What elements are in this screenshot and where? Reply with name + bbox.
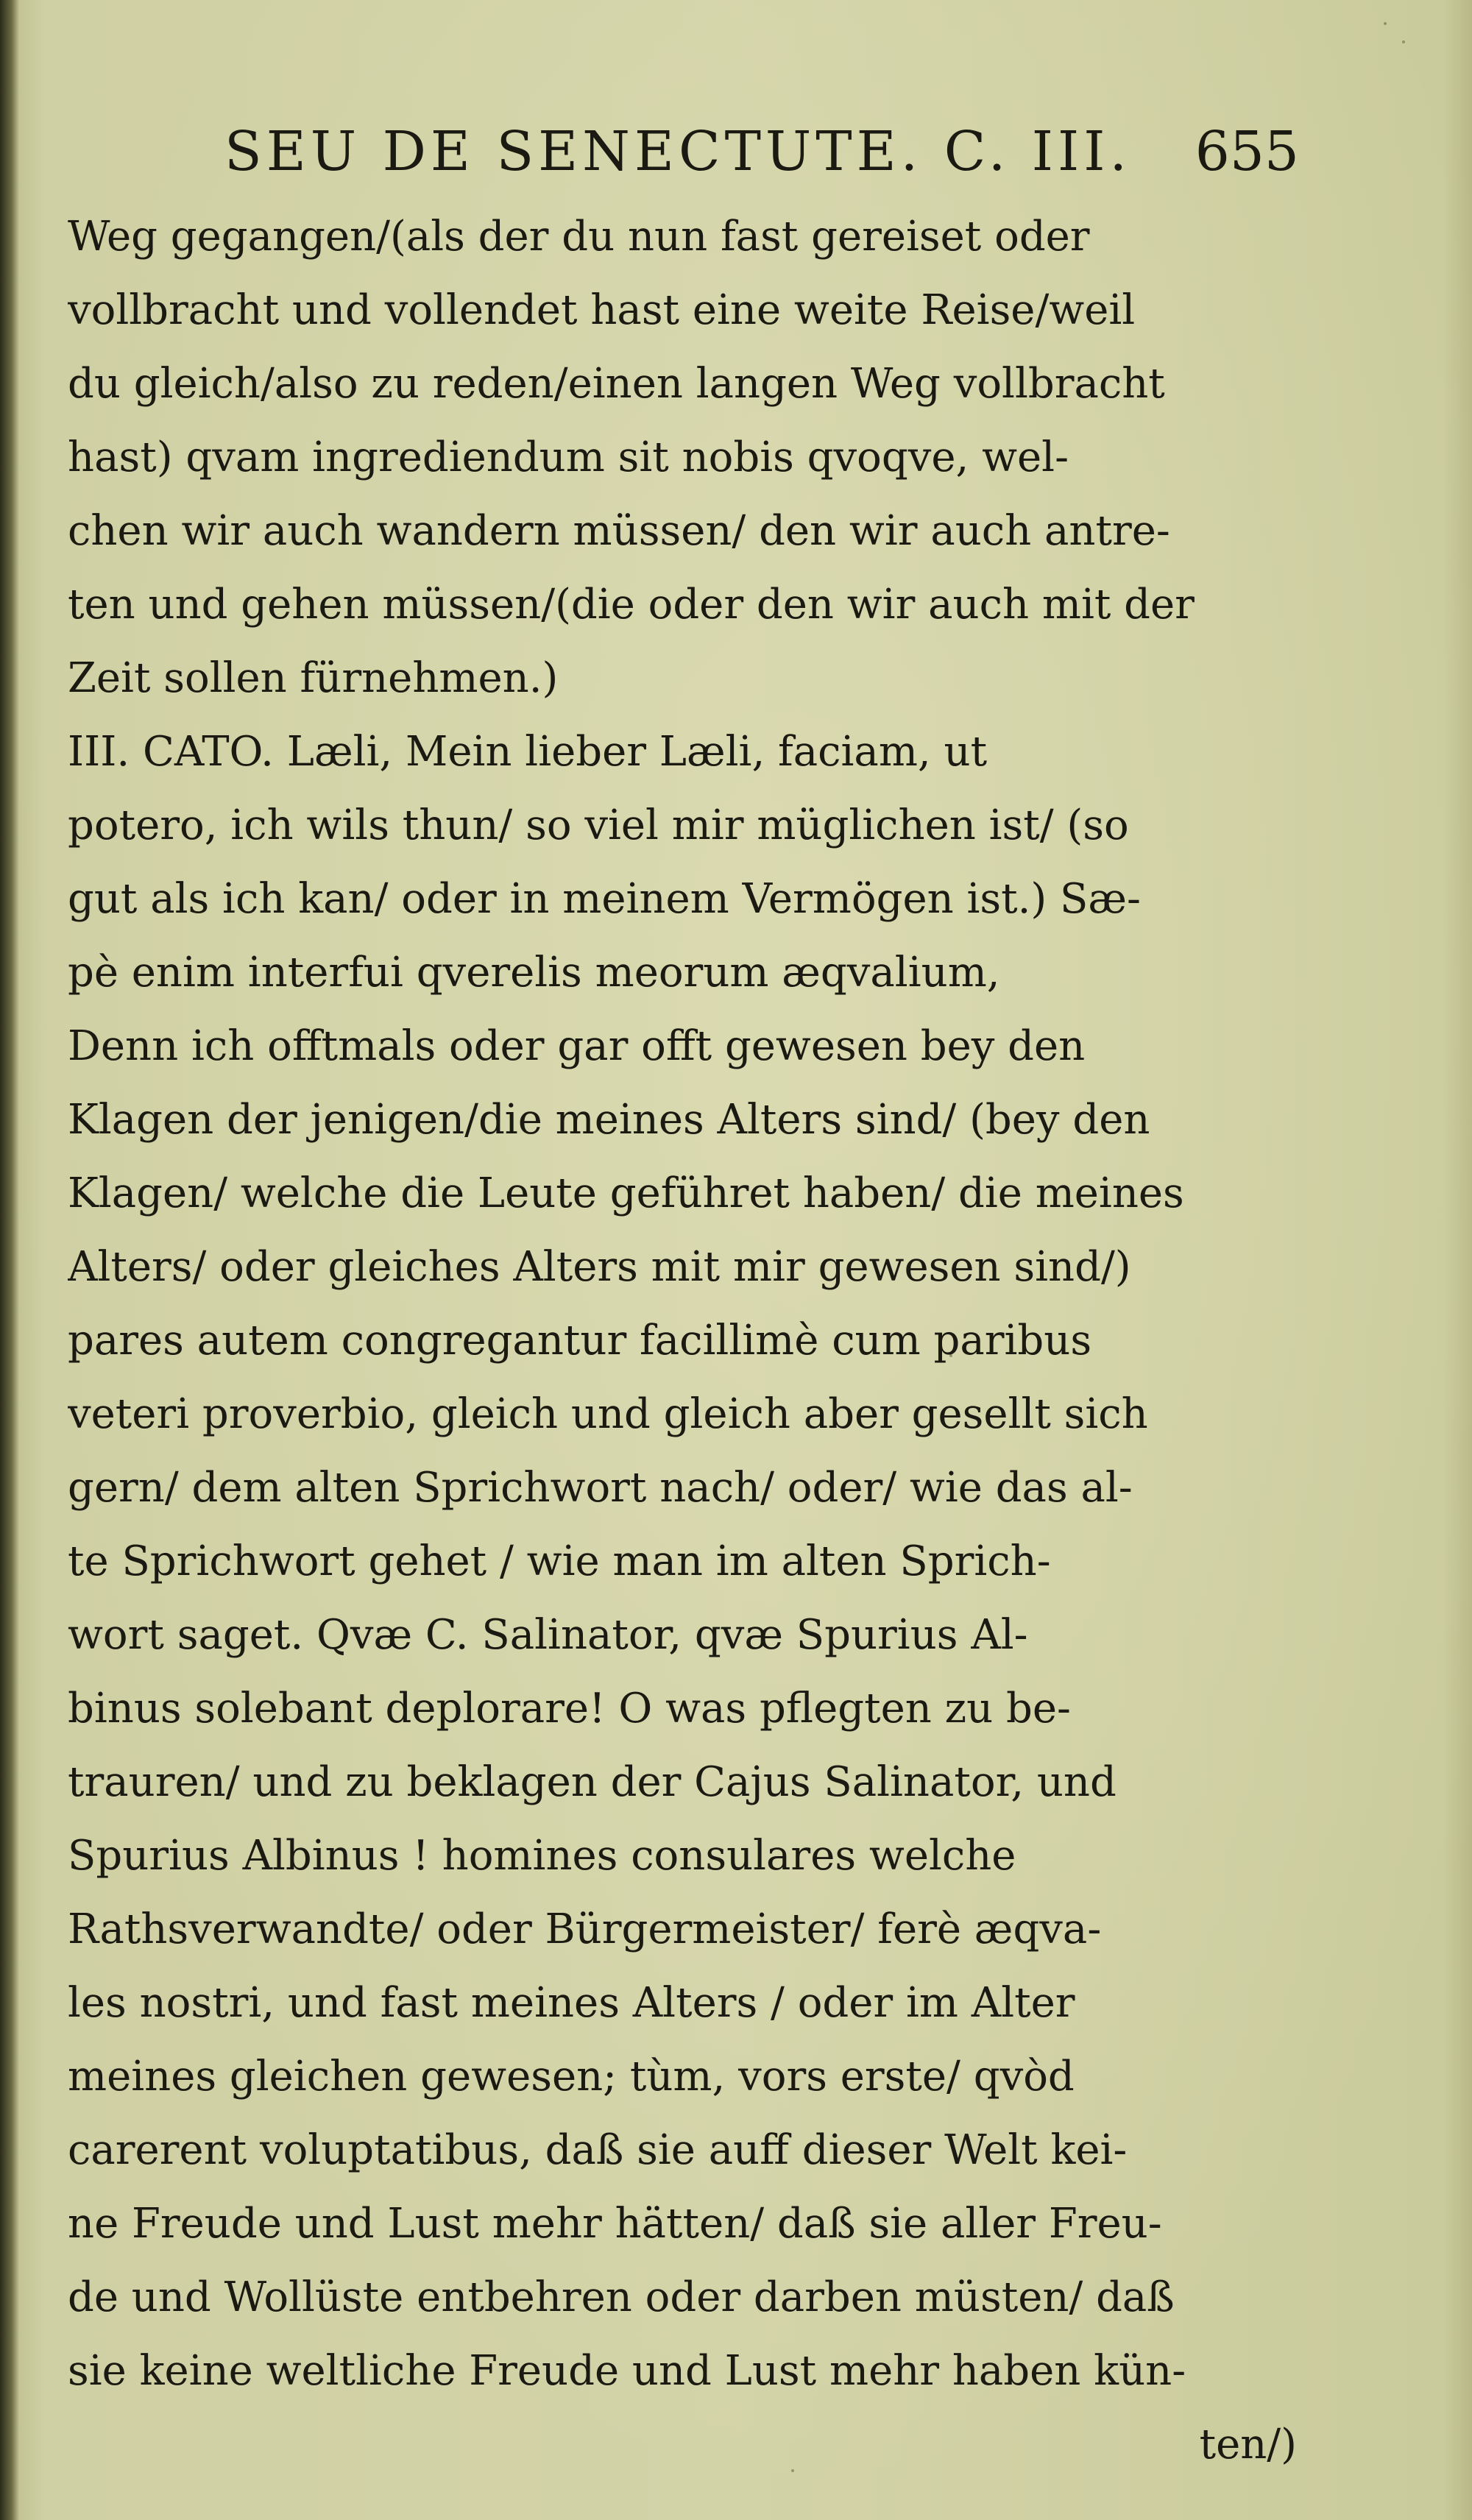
text-line: de und Wollüste entbehren oder darben müsten/ daß <box>68 2273 1175 2321</box>
text-line: potero, ich wils thun/ so viel mir müglichen ist/ (so <box>68 801 1129 849</box>
text-line: pares autem congregantur facillimè cum paribus <box>68 1317 1092 1365</box>
text-line: Weg gegangen/(als der du nun fast gereiset oder <box>68 213 1090 261</box>
text-line: Alters/ oder gleiches Alters mit mir gewesen sind/) <box>68 1243 1131 1291</box>
text-line: Zeit sollen fürnehmen.) <box>68 654 559 702</box>
text-line: carerent voluptatibus, daß sie auff dieser Welt kei- <box>68 2126 1128 2174</box>
text-line: III. CATO. Læli, Mein lieber Læli, faciam, ut <box>68 728 988 776</box>
text-line: trauren/ und zu beklagen der Cajus Salinator, und <box>68 1758 1117 1806</box>
text-line: gern/ dem alten Sprichwort nach/ oder/ wie das al- <box>68 1464 1133 1512</box>
paper-speck <box>1402 40 1405 43</box>
body-text <box>68 200 1312 2482</box>
text-line: ne Freude und Lust mehr hätten/ daß sie aller Freu- <box>68 2200 1162 2248</box>
text-line: Klagen/ welche die Leute geführet haben/ die meines <box>68 1169 1184 1217</box>
text-line: binus solebant deplorare! O was pflegten zu be- <box>68 1685 1071 1733</box>
text-line: sie keine weltliche Freude und Lust mehr haben kün- <box>68 2347 1186 2395</box>
text-line: les nostri, und fast meines Alters / oder im Alter <box>68 1979 1075 2027</box>
text-line: ten und gehen müssen/(die oder den wir auch mit der <box>68 581 1195 629</box>
text-line: Rathsverwandte/ oder Bürgermeister/ ferè æqva- <box>68 1905 1102 1953</box>
page-header <box>224 107 1299 195</box>
text-line: vollbracht und vollendet hast eine weite Reise/weil <box>68 286 1136 334</box>
text-line: Klagen der jenigen/die meines Alters sind/ (bey den <box>68 1096 1150 1144</box>
page-number: 655 <box>1195 120 1299 183</box>
text-line: te Sprichwort gehet / wie man im alten Sprich- <box>68 1537 1051 1585</box>
paper-speck <box>1384 22 1387 25</box>
text-line: Denn ich offtmals oder gar offt gewesen bey den <box>68 1022 1086 1070</box>
running-head: SEU DE SENECTUTE. C. III. <box>224 120 1131 183</box>
text-line: veteri proverbio, gleich und gleich aber gesellt sich <box>68 1390 1148 1438</box>
text-line: meines gleichen gewesen; tùm, vors erste/ qvòd <box>68 2053 1075 2100</box>
binding-edge <box>0 0 19 2520</box>
text-line: wort saget. Qvæ C. Salinator, qvæ Spurius Al- <box>68 1611 1028 1659</box>
text-line: hast) qvam ingrediendum sit nobis qvoqve, wel- <box>68 433 1069 481</box>
text-line: chen wir auch wandern müssen/ den wir auch antre- <box>68 507 1170 555</box>
text-line: pè enim interfui qverelis meorum æqvalium, <box>68 949 1000 997</box>
text-line: gut als ich kan/ oder in meinem Vermögen ist.) Sæ- <box>68 875 1141 923</box>
catchword: ten/) <box>1199 2421 1297 2468</box>
text-line: Spurius Albinus ! homines consulares welche <box>68 1832 1016 1880</box>
text-line: du gleich/also zu reden/einen langen Weg vollbracht <box>68 360 1165 408</box>
